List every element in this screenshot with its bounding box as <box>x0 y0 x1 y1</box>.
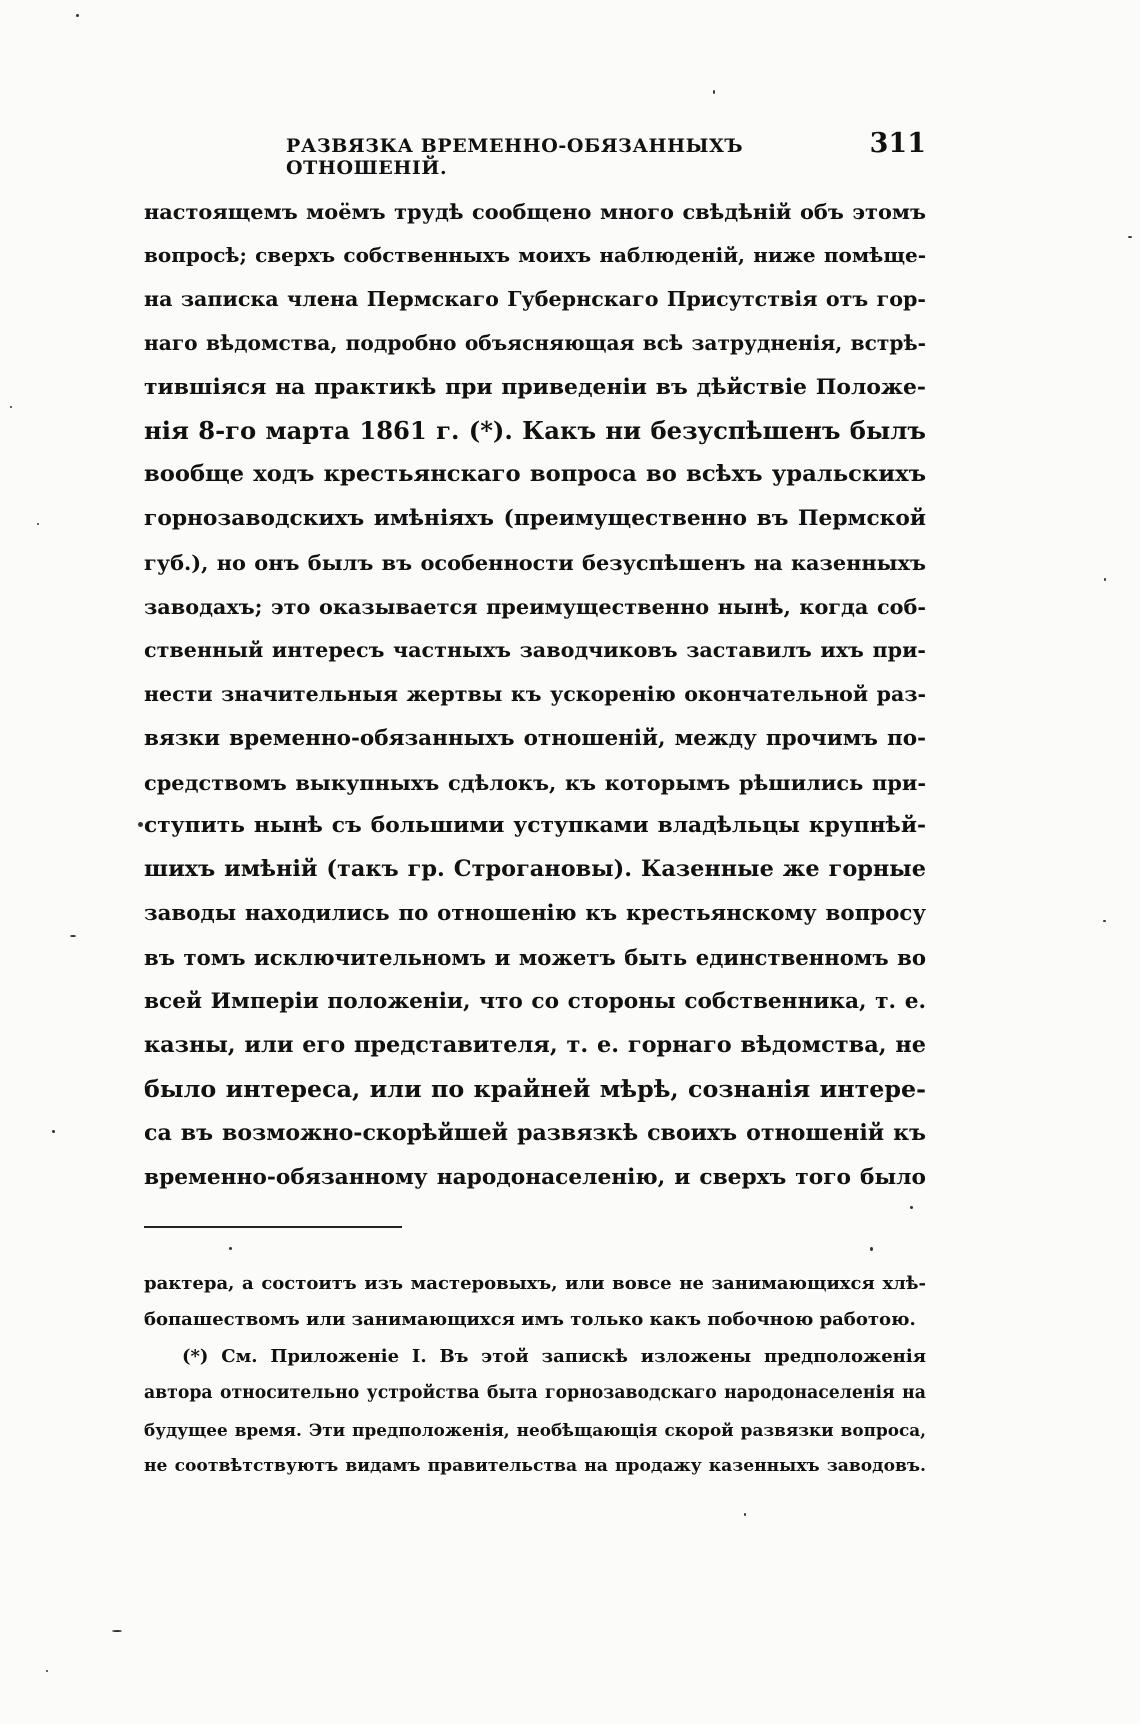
footnote-line: рактера, а состоитъ изъ мастеровыхъ, или вовсе не занимающихся хлѣ- <box>144 1273 926 1294</box>
footnote-line: автора относительно устройства быта горнозаводскаго народонаселенія на <box>144 1383 926 1404</box>
scan-speck <box>52 1130 55 1133</box>
footnote-line: будущее время. Эти предположенія, необѣщающія скорой развязки вопроса, <box>144 1419 926 1440</box>
running-head-title: РАЗВЯЗКА ВРЕМЕННО-ОБЯЗАННЫХЪ ОТНОШЕНІЙ. <box>286 135 744 179</box>
body-line: казны, или его представителя, т. е. горнаго вѣдомства, не <box>144 1031 926 1058</box>
body-line: въ томъ исключительномъ и можетъ быть единственномъ во <box>144 945 926 971</box>
body-line: наго вѣдомства, подробно объясняющая всѣ затрудненія, встрѣ- <box>144 330 926 355</box>
scan-speck <box>10 406 12 408</box>
body-line: ственный интересъ частныхъ заводчиковъ заставилъ ихъ при- <box>144 637 926 662</box>
scan-speck <box>910 1206 913 1209</box>
scan-speck <box>37 523 39 525</box>
scan-speck <box>1103 920 1106 922</box>
body-line: вязки временно-обязанныхъ отношеній, между прочимъ по- <box>144 725 926 751</box>
footnote-rule <box>144 1226 402 1228</box>
body-line: нія 8-го марта 1861 г. (*). Какъ ни безуспѣшенъ былъ <box>144 416 926 446</box>
body-line: заводы находились по отношенію къ крестьянскому вопросу <box>144 901 926 927</box>
body-line: было интереса, или по крайней мѣрѣ, сознанія интере- <box>144 1074 926 1103</box>
scan-speck <box>138 822 143 827</box>
body-line: нести значительныя жертвы къ ускоренію окончательной раз- <box>144 681 926 706</box>
body-line: са въ возможно-скорѣйшей развязкѣ своихъ отношеній къ <box>144 1119 926 1146</box>
footnote-line: бопашествомъ или занимающихся имъ только какъ побочною работою. <box>144 1309 916 1331</box>
body-line: горнозаводскихъ имѣніяхъ (преимущественно въ Пермской <box>144 506 926 532</box>
body-line: на записка члена Пермскаго Губернскаго Присутствія отъ гор- <box>144 286 926 311</box>
body-line: заводахъ; это оказывается преимущественно нынѣ, когда соб- <box>144 594 926 620</box>
body-text <box>144 190 926 1199</box>
body-line: настоящемъ моёмъ трудѣ сообщено много свѣдѣній объ этомъ <box>144 199 926 224</box>
scan-speck <box>76 14 79 17</box>
body-line: тившіяся на практикѣ при приведеніи въ дѣйствіе Положе- <box>144 373 926 400</box>
scan-speck <box>1104 578 1106 581</box>
body-line: вопросѣ; сверхъ собственныхъ моихъ наблюденій, ниже помѣще- <box>144 242 926 267</box>
body-line: шихъ имѣній (такъ гр. Строгановы). Казенные же горные <box>144 856 926 883</box>
scan-speck <box>870 1247 873 1251</box>
scan-speck <box>713 90 715 94</box>
scan-speck <box>112 1630 122 1632</box>
scan-speck <box>229 1247 232 1250</box>
body-line: всей Имперіи положеніи, что со стороны собственника, т. е. <box>144 989 926 1015</box>
body-line: средствомъ выкупныхъ сдѣлокъ, къ которымъ рѣшились при- <box>144 769 926 795</box>
footnote-line: (*) См. Приложеніе I. Въ этой запискѣ изложены предположенія <box>182 1345 926 1367</box>
body-line: ступить нынѣ съ большими уступками владѣльцы крупнѣй- <box>144 813 926 839</box>
footnotes <box>144 1266 926 1484</box>
running-head <box>286 128 926 179</box>
body-line: временно-обязанному народонаселенію, и сверхъ того было <box>144 1164 926 1190</box>
scan-speck <box>46 1670 48 1672</box>
body-line: губ.), но онъ былъ въ особенности безуспѣшенъ на казенныхъ <box>144 550 926 576</box>
body-line: вообще ходъ крестьянскаго вопроса во всѣхъ уральскихъ <box>144 461 926 488</box>
footnote-line: не соотвѣтствуютъ видамъ правительства на продажу казенныхъ заводовъ. <box>144 1455 926 1476</box>
page-number: 311 <box>869 128 926 159</box>
scan-speck <box>1128 236 1132 238</box>
scan-speck <box>744 1513 746 1516</box>
scan-speck <box>70 935 76 937</box>
